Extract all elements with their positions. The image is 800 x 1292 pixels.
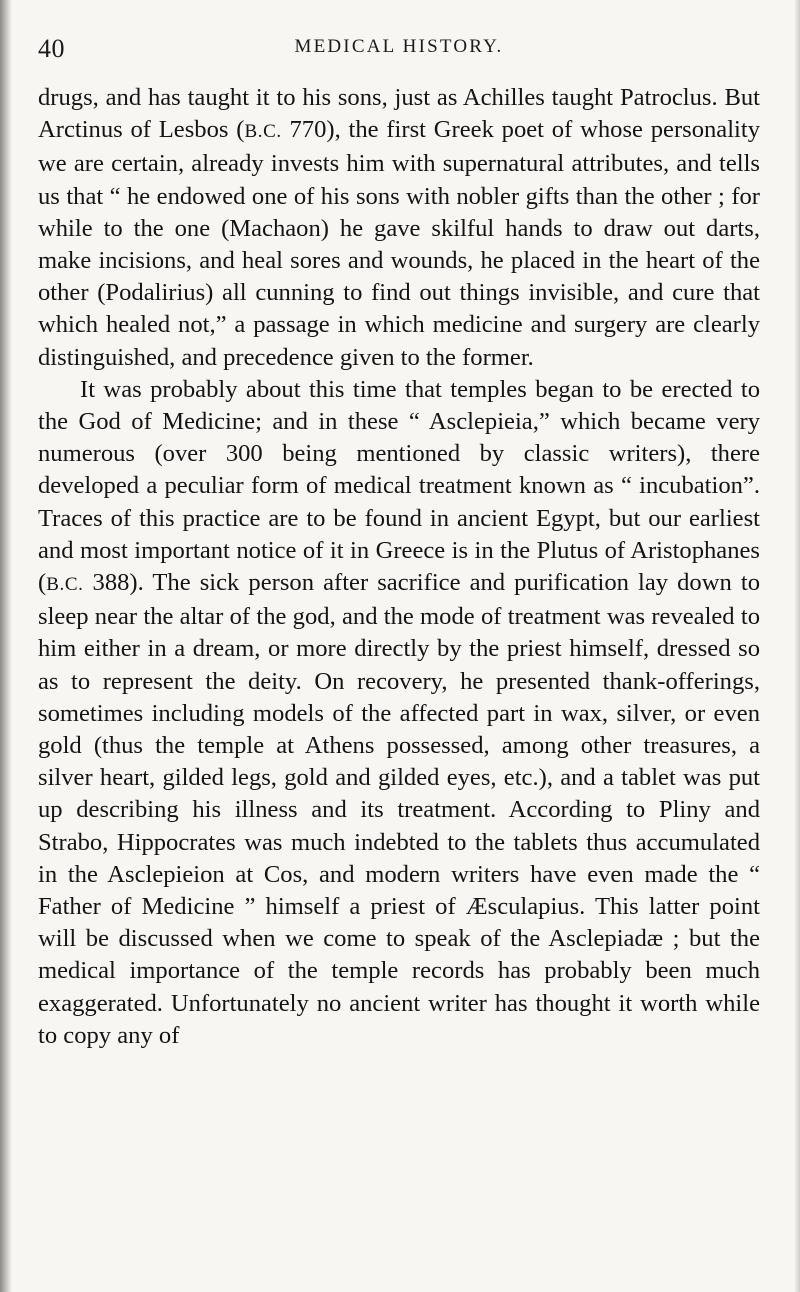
paragraph-2-text-a: It was probably about this time that temples began to be erected to the God of Medicine; and in these “ Asclepieia,” which became very numerous (over 300 being mentioned by classic writers), there developed a peculiar form of medical treatment known as “ incubation”. Traces of this practice are to be found in ancient Egypt, but our earliest and most important notice of it in Greece is in the Plutus of Aristophanes (	[38, 375, 760, 597]
era-abbreviation: B.C.	[244, 121, 282, 143]
page-edge-shadow	[794, 0, 800, 1292]
paragraph-1-text-b: 770), the first Greek poet of whose personality we are certain, already invests him with supernatural attributes, and tells us that “ he endowed one of his sons with nobler gifts than the other ; for while to the one (Machaon) he gave skilful hands to draw out darts, make incisions, and heal sores and wounds, he placed in the heart of the other (Podalirius) all cunning to find out things invisible, and cure that which healed not,” a passage in which medicine and surgery are clearly distinguished, and precedence given to the former.	[38, 116, 761, 371]
running-header	[38, 30, 760, 62]
paragraph-2-text-b: 388). The sick person after sacrifice and purification lay down to sleep near the altar of the god, and the mode of treatment was revealed to him either in a dream, or more directly by the priest himself, dressed so as to represent the deity. On recovery, he presented thank-offerings, sometimes including models of the affected part in wax, silver, or even gold (thus the temple at Athens possessed, among other treasures, a silver heart, gilded legs, gold and gilded eyes, etc.), and a tablet was put up describing his illness and its treatment. According to Pliny and Strabo, Hippocrates was much indebted to the tablets thus accumulated in the Asclepieion at Cos, and modern writers have even made the “ Father of Medicine ” himself a priest of Æsculapius. This latter point will be discussed when we come to speak of the Asclepiadæ ; but the medical importance of the temple records has probably been much exaggerated. Unfortunately no ancient writer has thought it worth while to copy any of	[38, 569, 760, 1049]
paragraph-1-text-a: drugs, and has taught it to his sons, just as Achilles taught Patroclus. But Arctinus of Lesbos (	[38, 84, 760, 144]
body-text	[38, 82, 760, 1052]
page-gutter-shadow	[0, 0, 12, 1292]
paragraph-1	[38, 82, 760, 374]
era-abbreviation: B.C.	[46, 574, 84, 596]
running-title: MEDICAL HISTORY.	[294, 36, 504, 57]
page-number: 40	[38, 34, 65, 63]
paragraph-2	[38, 374, 760, 1052]
